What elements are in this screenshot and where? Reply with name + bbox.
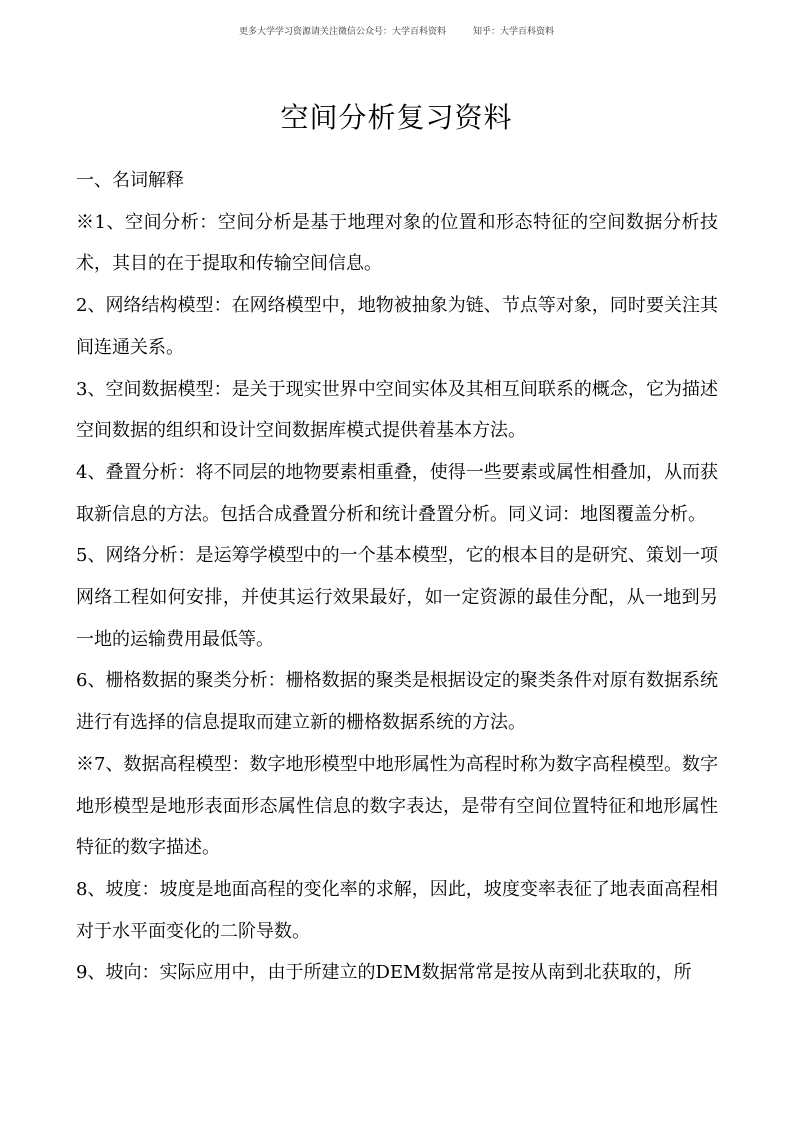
term-paragraph: 4、叠置分析：将不同层的地物要素相重叠，使得一些要素或属性相叠加，从而获取新信息的方法。包括合成叠置分析和统计叠置分析。同义词：地图覆盖分析。 — [76, 461, 718, 525]
term-paragraph: 9、坡向：实际应用中，由于所建立的DEM数据常常是按从南到北获取的，所 — [76, 962, 692, 984]
header-note-zhihu: 知乎：大学百科资料 — [472, 27, 554, 37]
term-paragraph: 3、空间数据模型：是关于现实世界中空间实体及其相互间联系的概念，它为描述空间数据的组织和设计空间数据库模式提供着基本方法。 — [76, 378, 718, 442]
header-note — [0, 24, 793, 37]
term-paragraph: ※1、空间分析：空间分析是基于地理对象的位置和形态特征的空间数据分析技术，其目的在于提取和传输空间信息。 — [76, 211, 718, 275]
page-title: 空间分析复习资料 — [280, 101, 513, 134]
header-note-wechat: 更多大学学习资源请关注微信公众号：大学百科资料 — [239, 27, 447, 37]
document-body — [76, 160, 718, 994]
term-paragraph: 5、网络分析：是运筹学模型中的一个基本模型，它的根本目的是研究、策划一项网络工程如何安排，并使其运行效果最好，如一定资源的最佳分配，从一地到另一地的运输费用最低等。 — [76, 545, 718, 650]
term-paragraph: 8、坡度：坡度是地面高程的变化率的求解，因此，坡度变率表征了地表面高程相对于水平面变化的二阶导数。 — [76, 878, 718, 942]
term-paragraph: ※7、数据高程模型：数字地形模型中地形属性为高程时称为数字高程模型。数字地形模型是地形表面形态属性信息的数字表达，是带有空间位置特征和地形属性特征的数字描述。 — [76, 753, 718, 859]
term-paragraph: 2、网络结构模型：在网络模型中，地物被抽象为链、节点等对象，同时要关注其间连通关系。 — [76, 295, 718, 358]
term-paragraph: 6、栅格数据的聚类分析：栅格数据的聚类是根据设定的聚类条件对原有数据系统进行有选择的信息提取而建立新的栅格数据系统的方法。 — [76, 670, 718, 734]
section-heading: 一、名词解释 — [76, 170, 184, 191]
